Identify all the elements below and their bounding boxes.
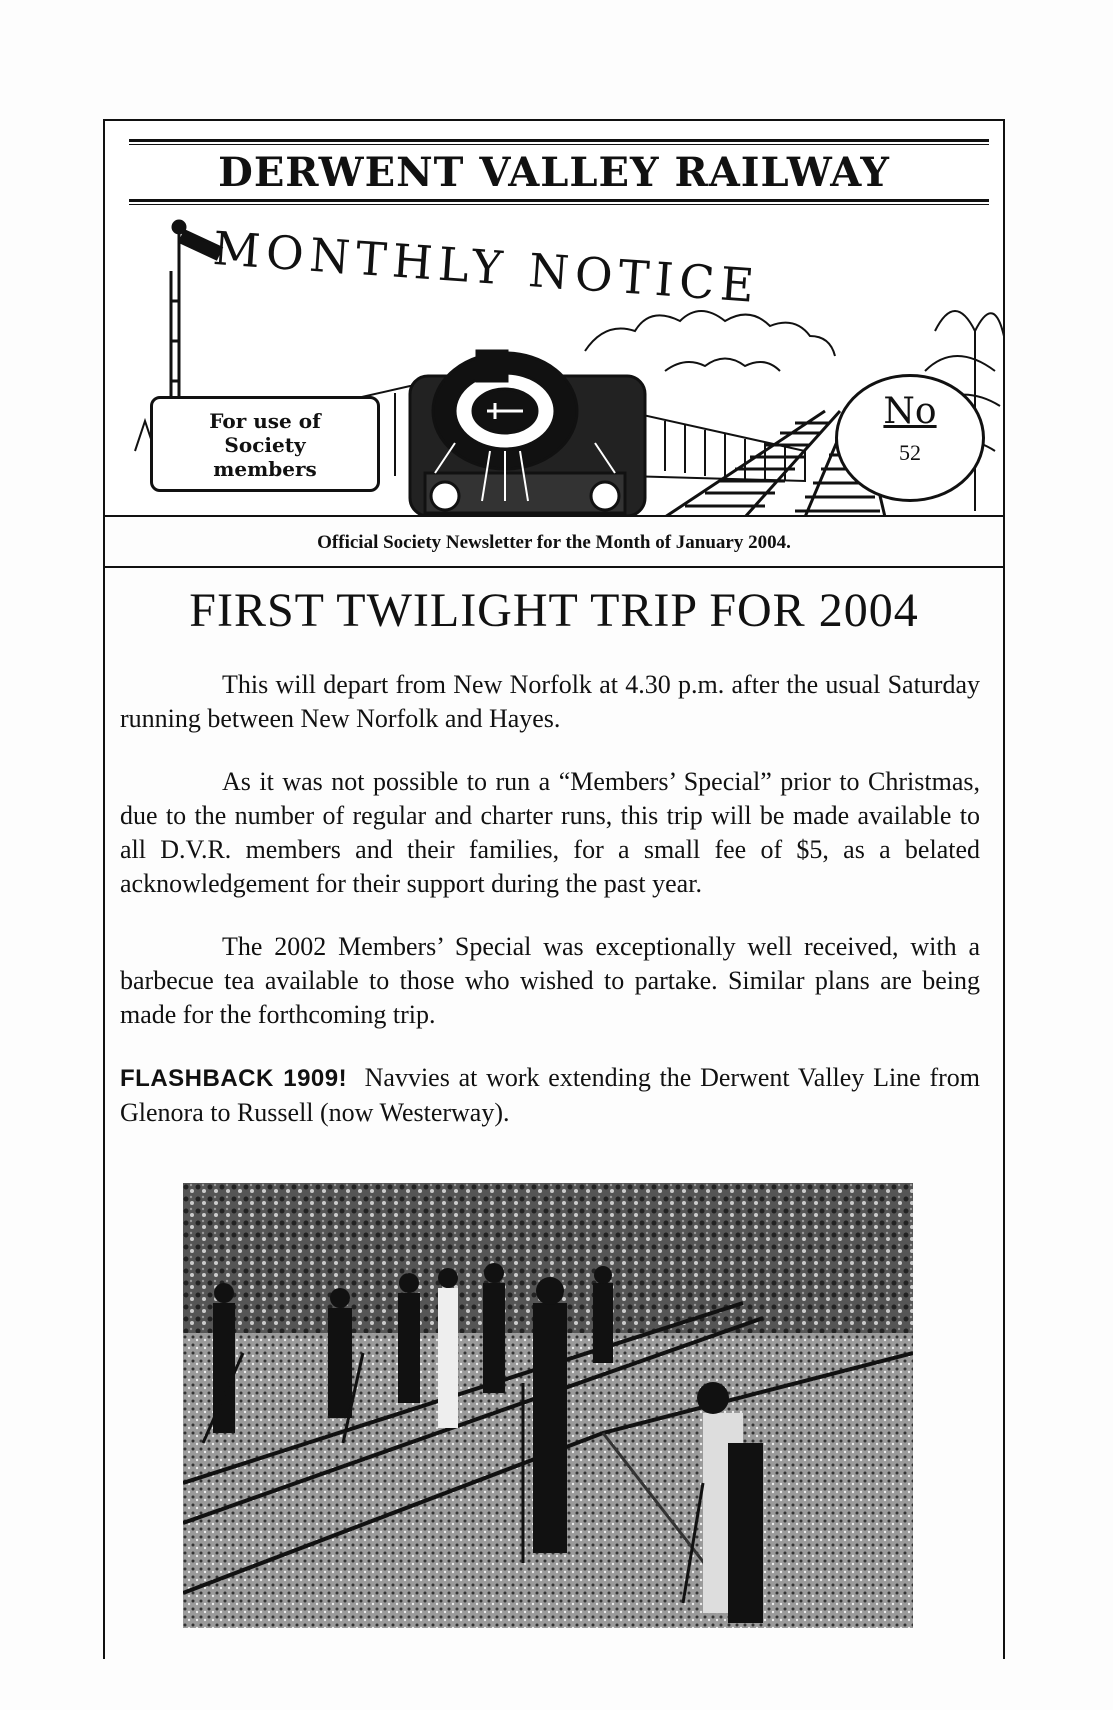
flashback-text: Navvies at work extending the Derwent Valley Line from Glenora to Russell (now Westerway). bbox=[120, 1063, 981, 1127]
title-rule-thin bbox=[129, 204, 989, 205]
masthead bbox=[103, 119, 1005, 517]
issue-number: 52 bbox=[899, 440, 921, 465]
issue-number-badge bbox=[835, 374, 985, 502]
navvies-photograph bbox=[183, 1183, 913, 1628]
monthly-notice-banner: MONTHLY NOTICE bbox=[211, 221, 762, 314]
article-body bbox=[120, 668, 980, 1159]
article-headline: FIRST TWILIGHT TRIP FOR 2004 bbox=[189, 584, 919, 637]
masthead-title: DERWENT VALLEY RAILWAY bbox=[218, 149, 890, 196]
flashback-label: FLASHBACK 1909! bbox=[120, 1065, 348, 1092]
paragraph: The 2002 Members’ Special was exceptionally well received, with a barbecue tea available to those who wished to partake. Similar plans are being made for the forthcoming trip. bbox=[120, 932, 980, 1029]
paragraph: This will depart from New Norfolk at 4.30 p.m. after the usual Saturday running between New Norfolk and Hayes. bbox=[120, 670, 980, 733]
badge-line: For use of bbox=[209, 409, 321, 433]
society-members-badge bbox=[150, 396, 380, 492]
paragraph: As it was not possible to run a “Members’ Special” prior to Christmas, due to the number of regular and charter runs, this trip will be made available to all D.V.R. members and their families, for a small fee of $5, as a belated acknowledgement for their support during the past year. bbox=[120, 767, 980, 898]
title-rule bbox=[129, 199, 989, 202]
issue-label: No bbox=[883, 391, 937, 432]
badge-line: Society bbox=[224, 433, 306, 457]
top-rule-thin bbox=[129, 144, 989, 145]
badge-line: members bbox=[213, 457, 317, 481]
newsletter-subhead: Official Society Newsletter for the Month of January 2004. bbox=[103, 517, 1005, 568]
flashback-caption bbox=[120, 1061, 980, 1130]
top-rule bbox=[129, 139, 989, 142]
